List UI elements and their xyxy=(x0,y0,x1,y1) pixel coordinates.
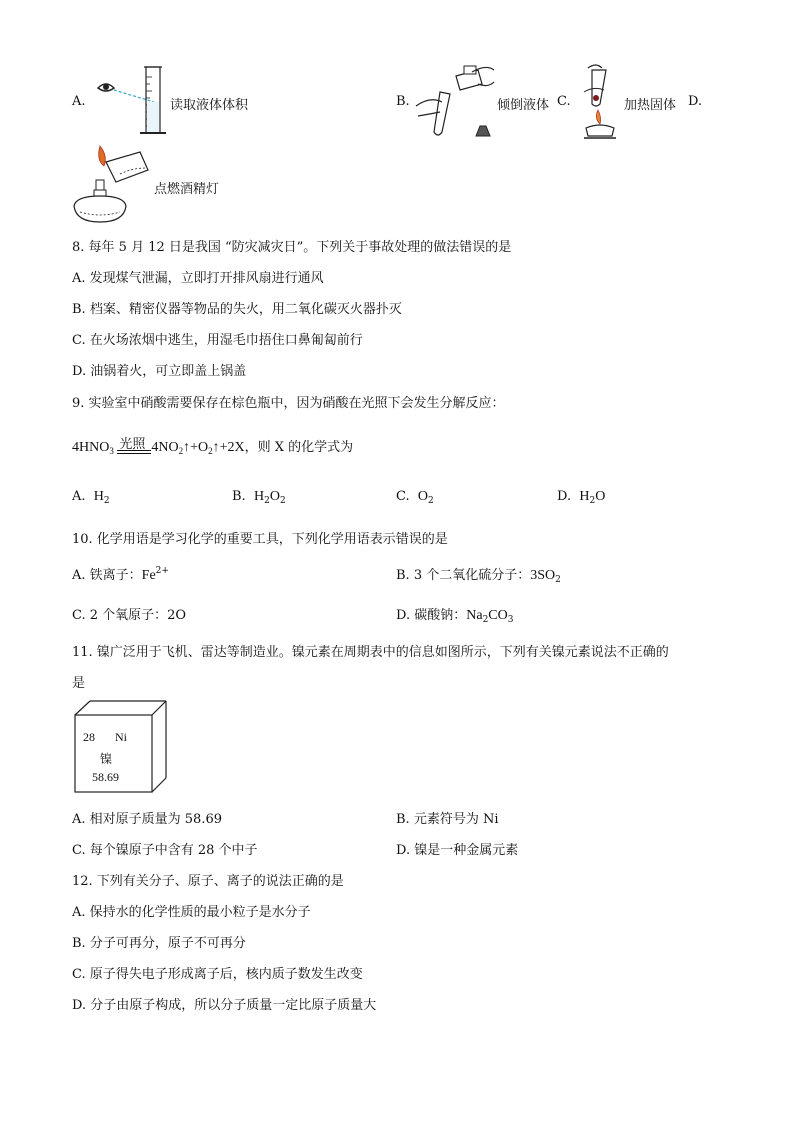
q8-stem: 8. 每年 5 月 12 日是我国 “防灾减灾日”。下列关于事故处理的做法错误的是 xyxy=(72,240,512,255)
q9-condition: 光照 xyxy=(119,436,146,451)
element-atomic-mass: 58.69 xyxy=(92,770,119,784)
graduated-cylinder-reading-illustration xyxy=(90,62,170,142)
q9-gas-arrow-1: ↑ xyxy=(183,440,191,455)
q10-option-d: D. 碳酸钠：$Na_2CO_3$ xyxy=(396,608,514,625)
q9-product1-sub: 2 xyxy=(178,446,184,456)
lighting-alcohol-lamp-illustration xyxy=(70,144,154,226)
element-symbol: Ni xyxy=(115,730,127,744)
q9-option-c: C. $O_2$ xyxy=(396,489,434,506)
q7-option-a-caption: 读取液体体积 xyxy=(170,98,249,113)
q11-option-d: D. 镍是一种金属元素 xyxy=(396,843,519,858)
q11-option-b: B. 元素符号为 Ni xyxy=(396,812,499,827)
q9-option-a: A. $H_2$ xyxy=(72,489,110,506)
q7-option-c-letter: C. xyxy=(557,94,571,109)
q9-option-d: D. $H_2O$ xyxy=(557,489,606,506)
q9-product3: +2X xyxy=(219,440,245,455)
pouring-liquid-illustration xyxy=(412,62,496,142)
q8-option-b: B. 档案、精密仪器等物品的失火，用二氧化碳灭火器扑灭 xyxy=(72,302,402,317)
q9-product2-sub: 2 xyxy=(208,446,213,456)
q10-option-b: B. 3 个二氧化硫分子：$3SO_2$ xyxy=(396,568,561,585)
q10-option-a: A. 铁离子：$Fe^{2+}$ xyxy=(72,566,169,583)
q9-equation xyxy=(72,436,353,456)
q9-stem: 9. 实验室中硝酸需要保存在棕色瓶中，因为硝酸在光照下会发生分解反应： xyxy=(72,396,505,411)
q12-option-a: A. 保持水的化学性质的最小粒子是水分子 xyxy=(72,905,311,920)
q7-option-d-letter: D. xyxy=(688,94,703,109)
q10-stem: 10. 化学用语是学习化学的重要工具，下列化学用语表示错误的是 xyxy=(72,532,448,547)
q7-option-b-letter: B. xyxy=(396,94,410,109)
q11-stem-line2: 是 xyxy=(72,676,86,691)
q9-option-b: B. $H_2O_2$ xyxy=(232,489,286,506)
element-atomic-number: 28 xyxy=(83,730,95,744)
q12-option-c: C. 原子得失电子形成离子后，核内质子数发生改变 xyxy=(72,967,363,982)
q11-option-c: C. 每个镍原子中含有 28 个中子 xyxy=(72,843,258,858)
q8-option-a: A. 发现煤气泄漏，立即打开排风扇进行通风 xyxy=(72,271,324,286)
q7-option-d-caption: 点燃酒精灯 xyxy=(154,182,220,197)
q10-option-c: C. 2 个氧原子：2O xyxy=(72,608,187,623)
q11-stem-line1: 11. 镍广泛用于飞机、雷达等制造业。镍元素在周期表中的信息如图所示，下列有关镍元素说法不正确的 xyxy=(72,645,669,660)
q8-option-d: D. 油锅着火，可立即盖上锅盖 xyxy=(72,364,247,379)
q9-product2: +O xyxy=(190,440,209,455)
q9-product1: 4NO xyxy=(151,440,179,455)
q12-stem: 12. 下列有关分子、原子、离子的说法正确的是 xyxy=(72,874,344,889)
heating-solid-illustration xyxy=(574,62,624,142)
q9-gas-arrow-2: ↑ xyxy=(212,440,220,455)
element-cube-frame xyxy=(74,700,169,795)
q11-option-a: A. 相对原子质量为 58.69 xyxy=(72,812,223,827)
q9-reactant-sub: 3 xyxy=(109,446,114,456)
element-name: 镍 xyxy=(100,752,113,766)
q12-option-b: B. 分子可再分，原子不可再分 xyxy=(72,936,246,951)
q9-reactant: 4HNO xyxy=(72,440,110,455)
q12-option-d: D. 分子由原子构成，所以分子质量一定比原子质量大 xyxy=(72,998,377,1013)
q7-option-c-caption: 加热固体 xyxy=(624,98,677,113)
q7-option-b-caption: 倾倒液体 xyxy=(497,98,550,113)
q9-tail: ，则 X 的化学式为 xyxy=(244,440,354,455)
q8-option-c: C. 在火场浓烟中逃生，用湿毛巾捂住口鼻匍匐前行 xyxy=(72,333,363,348)
q7-option-a-letter: A. xyxy=(72,94,86,109)
